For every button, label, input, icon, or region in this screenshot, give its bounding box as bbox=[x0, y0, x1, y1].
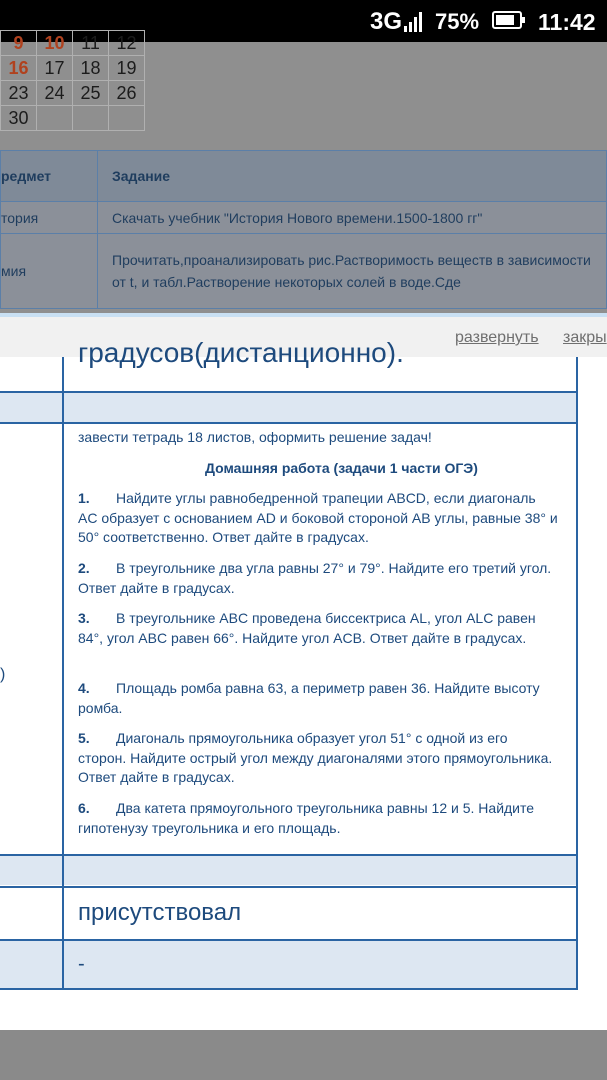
calendar-day bbox=[37, 106, 73, 131]
grid-line bbox=[0, 988, 578, 990]
task-text: В треугольнике два угла равны 27° и 79°. Найдите его третий угол. Ответ дайте в градусах. bbox=[78, 560, 552, 596]
grid-line bbox=[0, 391, 578, 393]
shaded-row bbox=[0, 392, 576, 422]
cell-title: градусов(дистанционно). bbox=[78, 337, 404, 368]
calendar-day[interactable]: 18 bbox=[73, 56, 109, 81]
task-number: 3. bbox=[78, 610, 90, 626]
grid-line bbox=[576, 357, 578, 990]
calendar-day[interactable]: 17 bbox=[37, 56, 73, 81]
calendar-day[interactable]: 30 bbox=[1, 106, 37, 131]
task-item bbox=[78, 559, 558, 598]
task-cell: Прочитать,проанализировать рис.Растворимость веществ в зависимости от t, и табл.Растворение некоторых солей в воде.Сде bbox=[98, 234, 607, 309]
table-row[interactable] bbox=[1, 234, 607, 309]
preview-panel bbox=[0, 313, 607, 1034]
grid-line bbox=[0, 939, 578, 941]
shaded-row bbox=[0, 855, 576, 885]
calendar-week-row bbox=[1, 81, 145, 106]
task-item bbox=[78, 679, 558, 718]
calendar-week-row bbox=[1, 106, 145, 131]
calendar-day[interactable]: 16 bbox=[1, 56, 37, 81]
table-header-row bbox=[1, 151, 607, 202]
close-link[interactable]: закры bbox=[563, 329, 607, 346]
homework-title: Домашняя работа (задачи 1 части ОГЭ) bbox=[205, 460, 478, 476]
task-item bbox=[78, 609, 558, 648]
grid-line bbox=[0, 854, 578, 856]
task-header: Задание bbox=[98, 151, 607, 202]
table-row[interactable] bbox=[1, 202, 607, 234]
task-cell: Скачать учебник "История Нового времени.1500-1800 гг" bbox=[98, 202, 607, 234]
calendar-day[interactable]: 26 bbox=[109, 81, 145, 106]
task-text: Найдите углы равнобедренной трапеции ABCD, если диагональ AC образует с основанием AD и боковой стороной AB углы, равные 38° и 50° соответственно. Ответ дайте в градусах. bbox=[78, 490, 558, 545]
task-number: 5. bbox=[78, 730, 90, 746]
grid-line bbox=[0, 422, 578, 424]
battery-icon bbox=[492, 11, 522, 29]
calendar-day[interactable]: 19 bbox=[109, 56, 145, 81]
grid-line bbox=[0, 886, 578, 888]
task-text: Диагональ прямоугольника образует угол 51° с одной из его сторон. Найдите острый угол между диагоналями этого прямоугольника. Ответ дайте в градусах. bbox=[78, 730, 553, 785]
task-text: Два катета прямоугольного треугольника равны 12 и 5. Найдите гипотенузу треугольника и его площадь. bbox=[78, 800, 535, 836]
calendar-week-row bbox=[1, 31, 145, 56]
shaded-row bbox=[0, 940, 576, 988]
calendar-day[interactable]: 11 bbox=[73, 31, 109, 56]
task-item bbox=[78, 799, 558, 838]
attendance-status: присутствовал bbox=[78, 899, 242, 926]
calendar-day[interactable]: 12 bbox=[109, 31, 145, 56]
task-text: Площадь ромба равна 63, а периметр равен 36. Найдите высоту ромба. bbox=[78, 680, 540, 716]
task-item bbox=[78, 729, 558, 788]
task-number: 2. bbox=[78, 560, 90, 576]
subject-header: редмет bbox=[1, 151, 98, 202]
calendar-day bbox=[109, 106, 145, 131]
signal-icon bbox=[404, 10, 426, 32]
background-page bbox=[0, 32, 607, 313]
calendar-day bbox=[73, 106, 109, 131]
calendar bbox=[0, 30, 145, 131]
battery-percent: 75% bbox=[435, 9, 480, 34]
clock: 11:42 bbox=[538, 9, 596, 35]
calendar-day[interactable]: 25 bbox=[73, 81, 109, 106]
subject-cell: мия bbox=[1, 234, 98, 309]
calendar-day[interactable]: 23 bbox=[1, 81, 37, 106]
empty-value: - bbox=[78, 953, 85, 975]
grid-line bbox=[62, 357, 64, 990]
dimmed-footer bbox=[0, 1030, 607, 1080]
task-number: 1. bbox=[78, 490, 90, 506]
network-type: 3G bbox=[370, 8, 403, 35]
task-item bbox=[78, 489, 558, 548]
task-number: 6. bbox=[78, 800, 90, 816]
assignments-table bbox=[0, 150, 607, 309]
subject-cell: тория bbox=[1, 202, 98, 234]
calendar-day[interactable]: 9 bbox=[1, 31, 37, 56]
calendar-day[interactable]: 10 bbox=[37, 31, 73, 56]
calendar-day[interactable]: 24 bbox=[37, 81, 73, 106]
left-cell-text: ) bbox=[0, 666, 6, 683]
task-text: В треугольнике ABC проведена биссектриса AL, угол ALC равен 84°, угол ABC равен 66°. Найдите угол ACB. Ответ дайте в градусах. bbox=[78, 610, 536, 646]
intro-text: завести тетрадь 18 листов, оформить решение задач! bbox=[78, 429, 432, 445]
task-number: 4. bbox=[78, 680, 90, 696]
calendar-week-row bbox=[1, 56, 145, 81]
expand-link[interactable]: развернуть bbox=[455, 329, 539, 346]
